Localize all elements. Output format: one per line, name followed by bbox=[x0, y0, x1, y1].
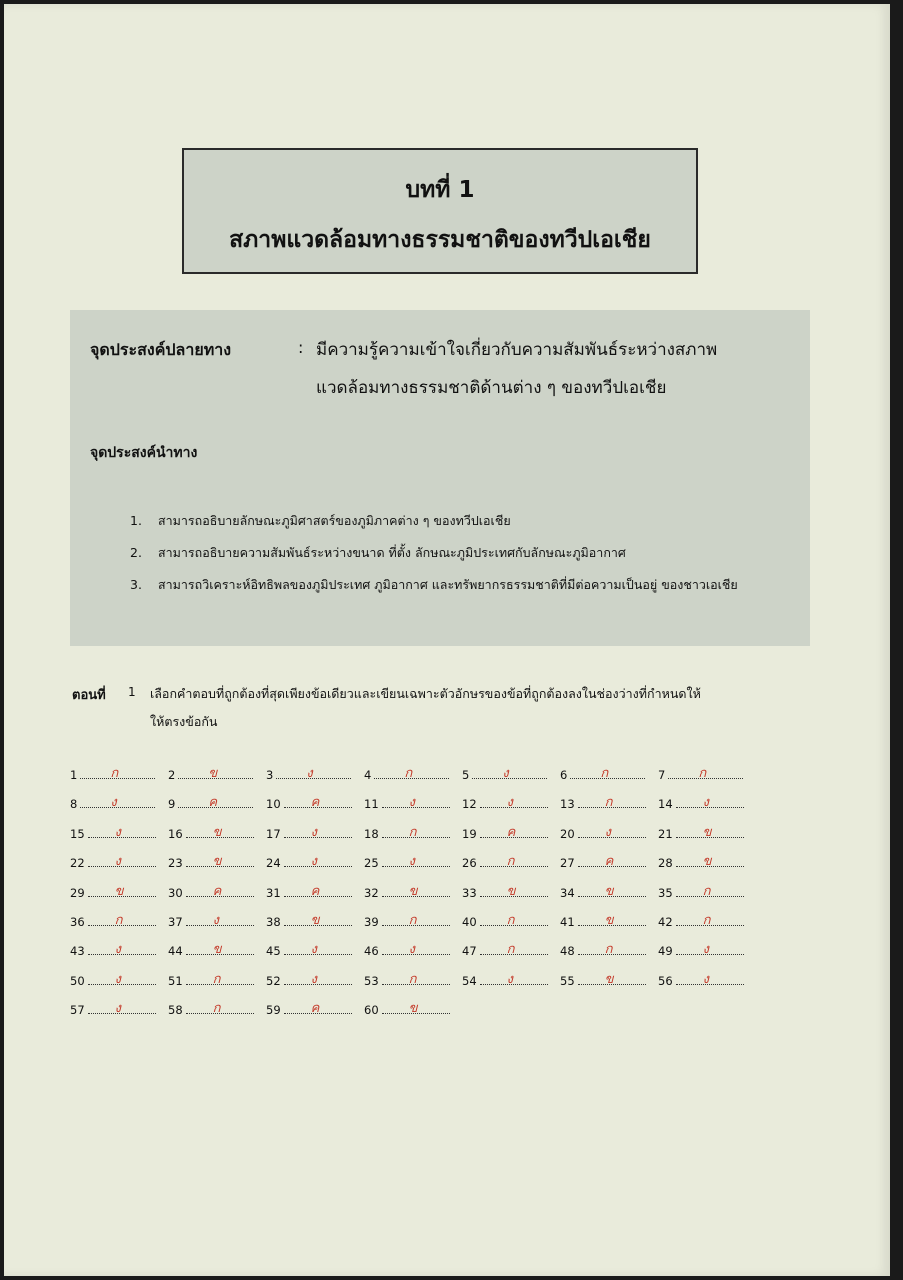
answer-blank bbox=[284, 1001, 352, 1017]
question-number: 34 bbox=[560, 885, 575, 900]
answer-item bbox=[560, 912, 658, 929]
answer-blank bbox=[480, 942, 548, 958]
question-number: 29 bbox=[70, 885, 85, 900]
answer-blank bbox=[382, 883, 450, 899]
handwritten-answer: ง bbox=[212, 912, 219, 928]
handwritten-answer: ค bbox=[506, 824, 516, 840]
answer-item bbox=[266, 971, 364, 988]
answer-item bbox=[168, 944, 266, 958]
part-instruction-line1: เลือกคำตอบที่ถูกต้องที่สุดเพียงข้อเดียวและเขียนเฉพาะตัวอักษรของข้อที่ถูกต้องลงในช่องว่างที่กำหนดให้ bbox=[150, 686, 701, 701]
question-number: 23 bbox=[168, 856, 183, 871]
handwritten-answer: ข bbox=[604, 912, 614, 928]
document-page bbox=[4, 4, 890, 1276]
handwritten-answer: ง bbox=[702, 942, 709, 958]
answer-blank bbox=[480, 912, 548, 928]
answer-blank bbox=[88, 824, 156, 840]
answer-item bbox=[658, 971, 756, 988]
handwritten-answer: ง bbox=[110, 795, 117, 811]
question-number: 18 bbox=[364, 826, 379, 841]
answer-blank bbox=[472, 768, 547, 779]
question-number: 38 bbox=[266, 914, 281, 929]
answer-blank bbox=[178, 768, 253, 779]
handwritten-answer: ก bbox=[408, 971, 417, 987]
answer-blank bbox=[578, 883, 646, 899]
question-number: 26 bbox=[462, 856, 477, 871]
answer-item bbox=[168, 912, 266, 929]
answer-item bbox=[168, 1003, 266, 1017]
answer-item bbox=[168, 797, 266, 811]
answer-item bbox=[70, 944, 168, 958]
question-number: 7 bbox=[658, 768, 666, 782]
handwritten-answer: ง bbox=[506, 795, 513, 811]
question-number: 55 bbox=[560, 973, 575, 988]
answer-blank bbox=[578, 971, 646, 987]
answer-item bbox=[462, 944, 560, 958]
handwritten-answer: ก bbox=[702, 912, 711, 928]
handwritten-answer: ง bbox=[506, 971, 513, 987]
handwritten-answer: ง bbox=[114, 1001, 121, 1017]
answer-row bbox=[70, 944, 770, 973]
answer-grid bbox=[70, 768, 770, 1033]
question-number: 15 bbox=[70, 826, 85, 841]
part-number: 1 bbox=[128, 685, 136, 699]
question-number: 19 bbox=[462, 826, 477, 841]
handwritten-answer: ข bbox=[408, 883, 418, 899]
question-number: 11 bbox=[364, 797, 379, 812]
answer-row bbox=[70, 912, 770, 944]
question-number: 56 bbox=[658, 973, 673, 988]
handwritten-answer: ก bbox=[404, 766, 413, 781]
enabling-objectives-label: จุดประสงค์นำทาง bbox=[90, 445, 198, 461]
handwritten-answer: ข bbox=[212, 824, 222, 840]
terminal-objective-colon: : bbox=[298, 338, 304, 357]
answer-item bbox=[658, 824, 756, 841]
terminal-objective-line2: แวดล้อมทางธรรมชาติด้านต่าง ๆ ของทวีปเอเชีย bbox=[316, 378, 667, 398]
question-number: 9 bbox=[168, 797, 176, 812]
question-number: 3 bbox=[266, 768, 274, 782]
handwritten-answer: ข bbox=[506, 883, 516, 899]
answer-item bbox=[70, 971, 168, 988]
answer-item bbox=[266, 883, 364, 900]
answer-blank bbox=[186, 854, 254, 870]
question-number: 1 bbox=[70, 768, 78, 782]
answer-blank bbox=[676, 824, 744, 840]
handwritten-answer: ง bbox=[306, 766, 313, 781]
answer-item bbox=[658, 856, 756, 870]
question-number: 47 bbox=[462, 944, 477, 959]
answer-item bbox=[658, 944, 756, 958]
answer-blank bbox=[480, 854, 548, 870]
item-text: สามารถอธิบายลักษณะภูมิศาสตร์ของภูมิภาคต่าง ๆ ของทวีปเอเชีย bbox=[158, 513, 511, 528]
handwritten-answer: ง bbox=[114, 824, 121, 840]
handwritten-answer: ข bbox=[408, 1001, 418, 1017]
answer-blank bbox=[578, 942, 646, 958]
answer-blank bbox=[578, 912, 646, 928]
question-number: 49 bbox=[658, 944, 673, 959]
handwritten-answer: ค bbox=[604, 854, 614, 870]
question-number: 22 bbox=[70, 856, 85, 871]
handwritten-answer: ง bbox=[408, 854, 415, 870]
answer-item bbox=[658, 768, 756, 782]
handwritten-answer: ข bbox=[212, 854, 222, 870]
answer-blank bbox=[186, 824, 254, 840]
answer-blank bbox=[186, 912, 254, 928]
handwritten-answer: ค bbox=[310, 883, 320, 899]
question-number: 17 bbox=[266, 826, 281, 841]
answer-blank bbox=[284, 971, 352, 987]
chapter-title: สภาพแวดล้อมทางธรรมชาติของทวีปเอเชีย bbox=[229, 227, 651, 253]
handwritten-answer: ก bbox=[212, 1001, 221, 1017]
question-number: 33 bbox=[462, 885, 477, 900]
handwritten-answer: ง bbox=[310, 824, 317, 840]
answer-blank bbox=[284, 942, 352, 958]
answer-blank bbox=[382, 854, 450, 870]
answer-blank bbox=[88, 942, 156, 958]
answer-item bbox=[70, 1003, 168, 1017]
answer-blank bbox=[382, 942, 450, 958]
handwritten-answer: ก bbox=[110, 766, 119, 781]
question-number: 54 bbox=[462, 973, 477, 988]
answer-item bbox=[560, 971, 658, 988]
answer-blank bbox=[570, 768, 645, 779]
handwritten-answer: ง bbox=[408, 795, 415, 811]
answer-item bbox=[266, 912, 364, 929]
answer-blank bbox=[178, 795, 253, 811]
answer-blank bbox=[578, 795, 646, 811]
question-number: 45 bbox=[266, 944, 281, 959]
part-label: ตอนที่ bbox=[72, 688, 106, 703]
handwritten-answer: ค bbox=[208, 795, 218, 811]
answer-item bbox=[266, 1003, 364, 1017]
answer-blank bbox=[382, 795, 450, 811]
handwritten-answer: ง bbox=[114, 942, 121, 958]
handwritten-answer: ข bbox=[702, 824, 712, 840]
answer-item bbox=[266, 944, 364, 958]
part-instruction-line2: ให้ตรงข้อกัน bbox=[150, 714, 218, 729]
answer-item bbox=[560, 797, 658, 811]
answer-row bbox=[70, 797, 770, 826]
question-number: 27 bbox=[560, 856, 575, 871]
handwritten-answer: ข bbox=[604, 971, 614, 987]
answer-blank bbox=[676, 942, 744, 958]
answer-item bbox=[462, 824, 560, 841]
handwritten-answer: ก bbox=[114, 912, 123, 928]
handwritten-answer: ง bbox=[310, 942, 317, 958]
answer-blank bbox=[676, 854, 744, 870]
question-number: 5 bbox=[462, 768, 470, 782]
question-number: 13 bbox=[560, 797, 575, 812]
question-number: 14 bbox=[658, 797, 673, 812]
answer-item bbox=[658, 912, 756, 929]
question-number: 30 bbox=[168, 885, 183, 900]
enabling-objective-item bbox=[130, 542, 800, 564]
answer-blank bbox=[88, 854, 156, 870]
answer-blank bbox=[88, 883, 156, 899]
answer-blank bbox=[186, 971, 254, 987]
question-number: 50 bbox=[70, 973, 85, 988]
question-number: 16 bbox=[168, 826, 183, 841]
enabling-objectives-list bbox=[130, 510, 800, 606]
question-number: 35 bbox=[658, 885, 673, 900]
answer-item bbox=[462, 856, 560, 870]
answer-blank bbox=[382, 1001, 450, 1017]
answer-blank bbox=[284, 854, 352, 870]
answer-item bbox=[70, 797, 168, 811]
question-number: 24 bbox=[266, 856, 281, 871]
question-number: 36 bbox=[70, 914, 85, 929]
answer-blank bbox=[186, 883, 254, 899]
handwritten-answer: ง bbox=[502, 766, 509, 781]
answer-blank bbox=[284, 824, 352, 840]
question-number: 58 bbox=[168, 1003, 183, 1018]
answer-item bbox=[364, 856, 462, 870]
answer-item bbox=[70, 824, 168, 841]
answer-blank bbox=[382, 912, 450, 928]
enabling-objective-item bbox=[130, 510, 800, 532]
answer-item bbox=[560, 883, 658, 900]
handwritten-answer: ค bbox=[212, 883, 222, 899]
question-number: 12 bbox=[462, 797, 477, 812]
answer-blank bbox=[480, 971, 548, 987]
question-number: 41 bbox=[560, 914, 575, 929]
answer-blank bbox=[374, 768, 449, 779]
answer-blank bbox=[284, 912, 352, 928]
answer-item bbox=[560, 944, 658, 958]
handwritten-answer: ง bbox=[408, 942, 415, 958]
answer-item bbox=[70, 768, 168, 782]
handwritten-answer: ก bbox=[212, 971, 221, 987]
chapter-heading: บทที่ 1 bbox=[405, 177, 475, 203]
answer-item bbox=[364, 944, 462, 958]
answer-item bbox=[658, 797, 756, 811]
item-number: 1. bbox=[130, 513, 142, 528]
answer-item bbox=[168, 824, 266, 841]
answer-item bbox=[462, 883, 560, 900]
item-number: 2. bbox=[130, 545, 142, 560]
answer-blank bbox=[284, 883, 352, 899]
question-number: 4 bbox=[364, 768, 372, 782]
answer-item bbox=[168, 883, 266, 900]
answer-item bbox=[364, 971, 462, 988]
handwritten-answer: ข bbox=[604, 883, 614, 899]
answer-item bbox=[168, 856, 266, 870]
question-number: 52 bbox=[266, 973, 281, 988]
answer-row bbox=[70, 856, 770, 885]
handwritten-answer: ง bbox=[702, 971, 709, 987]
answer-blank bbox=[186, 942, 254, 958]
answer-item bbox=[462, 912, 560, 929]
answer-item bbox=[364, 912, 462, 929]
answer-item bbox=[462, 768, 560, 782]
handwritten-answer: ง bbox=[310, 971, 317, 987]
terminal-objective-line1: มีความรู้ความเข้าใจเกี่ยวกับความสัมพันธ์ระหว่างสภาพ bbox=[316, 340, 718, 360]
answer-blank bbox=[676, 912, 744, 928]
answer-blank bbox=[284, 795, 352, 811]
question-number: 28 bbox=[658, 856, 673, 871]
handwritten-answer: ข bbox=[114, 883, 124, 899]
answer-row bbox=[70, 971, 770, 1003]
handwritten-answer: ข bbox=[702, 854, 712, 870]
question-number: 37 bbox=[168, 914, 183, 929]
answer-item bbox=[266, 768, 364, 782]
answer-item bbox=[70, 856, 168, 870]
handwritten-answer: ง bbox=[114, 854, 121, 870]
question-number: 10 bbox=[266, 797, 281, 812]
answer-row bbox=[70, 824, 770, 856]
answer-row bbox=[70, 768, 770, 797]
question-number: 39 bbox=[364, 914, 379, 929]
answer-item bbox=[266, 824, 364, 841]
handwritten-answer: ง bbox=[702, 795, 709, 811]
answer-blank bbox=[480, 795, 548, 811]
question-number: 53 bbox=[364, 973, 379, 988]
answer-blank bbox=[276, 768, 351, 779]
answer-item bbox=[168, 768, 266, 782]
answer-blank bbox=[382, 971, 450, 987]
question-number: 48 bbox=[560, 944, 575, 959]
answer-item bbox=[70, 883, 168, 900]
answer-blank bbox=[88, 971, 156, 987]
question-number: 59 bbox=[266, 1003, 281, 1018]
answer-item bbox=[364, 883, 462, 900]
handwritten-answer: ก bbox=[408, 912, 417, 928]
answer-item bbox=[364, 824, 462, 841]
question-number: 25 bbox=[364, 856, 379, 871]
answer-item bbox=[560, 856, 658, 870]
handwritten-answer: ข bbox=[310, 912, 320, 928]
answer-item bbox=[462, 971, 560, 988]
question-number: 60 bbox=[364, 1003, 379, 1018]
handwritten-answer: ก bbox=[702, 883, 711, 899]
answer-item bbox=[70, 912, 168, 929]
handwritten-answer: ก bbox=[698, 766, 707, 781]
answer-blank bbox=[80, 768, 155, 779]
item-text: สามารถอธิบายความสัมพันธ์ระหว่างขนาด ที่ตั้ง ลักษณะภูมิประเทศกับลักษณะภูมิอากาศ bbox=[158, 545, 626, 560]
answer-item bbox=[560, 824, 658, 841]
answer-blank bbox=[88, 912, 156, 928]
question-number: 44 bbox=[168, 944, 183, 959]
handwritten-answer: ข bbox=[212, 942, 222, 958]
question-number: 21 bbox=[658, 826, 673, 841]
answer-item bbox=[462, 797, 560, 811]
question-number: 40 bbox=[462, 914, 477, 929]
chapter-title-box bbox=[182, 148, 698, 274]
question-number: 32 bbox=[364, 885, 379, 900]
item-text: สามารถวิเคราะห์อิทธิพลของภูมิประเทศ ภูมิอากาศ และทรัพยากรธรรมชาติที่มีต่อความเป็นอยู่ ของชาวเอเชีย bbox=[158, 577, 738, 592]
answer-blank bbox=[382, 824, 450, 840]
item-number: 3. bbox=[130, 577, 142, 592]
handwritten-answer: ก bbox=[600, 766, 609, 781]
handwritten-answer: ก bbox=[506, 854, 515, 870]
answer-blank bbox=[480, 824, 548, 840]
answer-item bbox=[364, 797, 462, 811]
handwritten-answer: ง bbox=[310, 854, 317, 870]
handwritten-answer: ก bbox=[506, 942, 515, 958]
objectives-panel bbox=[70, 310, 810, 646]
answer-item bbox=[364, 768, 462, 782]
answer-item bbox=[266, 856, 364, 870]
question-number: 42 bbox=[658, 914, 673, 929]
answer-item bbox=[168, 971, 266, 988]
answer-item bbox=[266, 797, 364, 811]
answer-item bbox=[560, 768, 658, 782]
handwritten-answer: ก bbox=[408, 824, 417, 840]
question-number: 43 bbox=[70, 944, 85, 959]
handwritten-answer: ค bbox=[310, 795, 320, 811]
answer-blank bbox=[80, 795, 155, 811]
question-number: 8 bbox=[70, 797, 78, 812]
answer-item bbox=[364, 1003, 462, 1017]
answer-blank bbox=[578, 854, 646, 870]
answer-blank bbox=[186, 1001, 254, 1017]
handwritten-answer: ข bbox=[208, 766, 218, 781]
answer-blank bbox=[676, 971, 744, 987]
question-number: 57 bbox=[70, 1003, 85, 1018]
answer-row bbox=[70, 1003, 770, 1032]
question-number: 2 bbox=[168, 768, 176, 782]
question-number: 6 bbox=[560, 768, 568, 782]
handwritten-answer: ง bbox=[604, 824, 611, 840]
handwritten-answer: ง bbox=[114, 971, 121, 987]
question-number: 51 bbox=[168, 973, 183, 988]
answer-blank bbox=[668, 768, 743, 779]
question-number: 46 bbox=[364, 944, 379, 959]
handwritten-answer: ค bbox=[310, 1001, 320, 1017]
answer-blank bbox=[676, 883, 744, 899]
answer-item bbox=[658, 883, 756, 900]
question-number: 20 bbox=[560, 826, 575, 841]
handwritten-answer: ก bbox=[506, 912, 515, 928]
answer-blank bbox=[480, 883, 548, 899]
handwritten-answer: ก bbox=[604, 942, 613, 958]
answer-row bbox=[70, 883, 770, 915]
question-number: 31 bbox=[266, 885, 281, 900]
answer-blank bbox=[676, 795, 744, 811]
handwritten-answer: ก bbox=[604, 795, 613, 811]
answer-blank bbox=[578, 824, 646, 840]
enabling-objective-item bbox=[130, 574, 800, 596]
answer-blank bbox=[88, 1001, 156, 1017]
terminal-objective-label: จุดประสงค์ปลายทาง bbox=[90, 340, 232, 359]
